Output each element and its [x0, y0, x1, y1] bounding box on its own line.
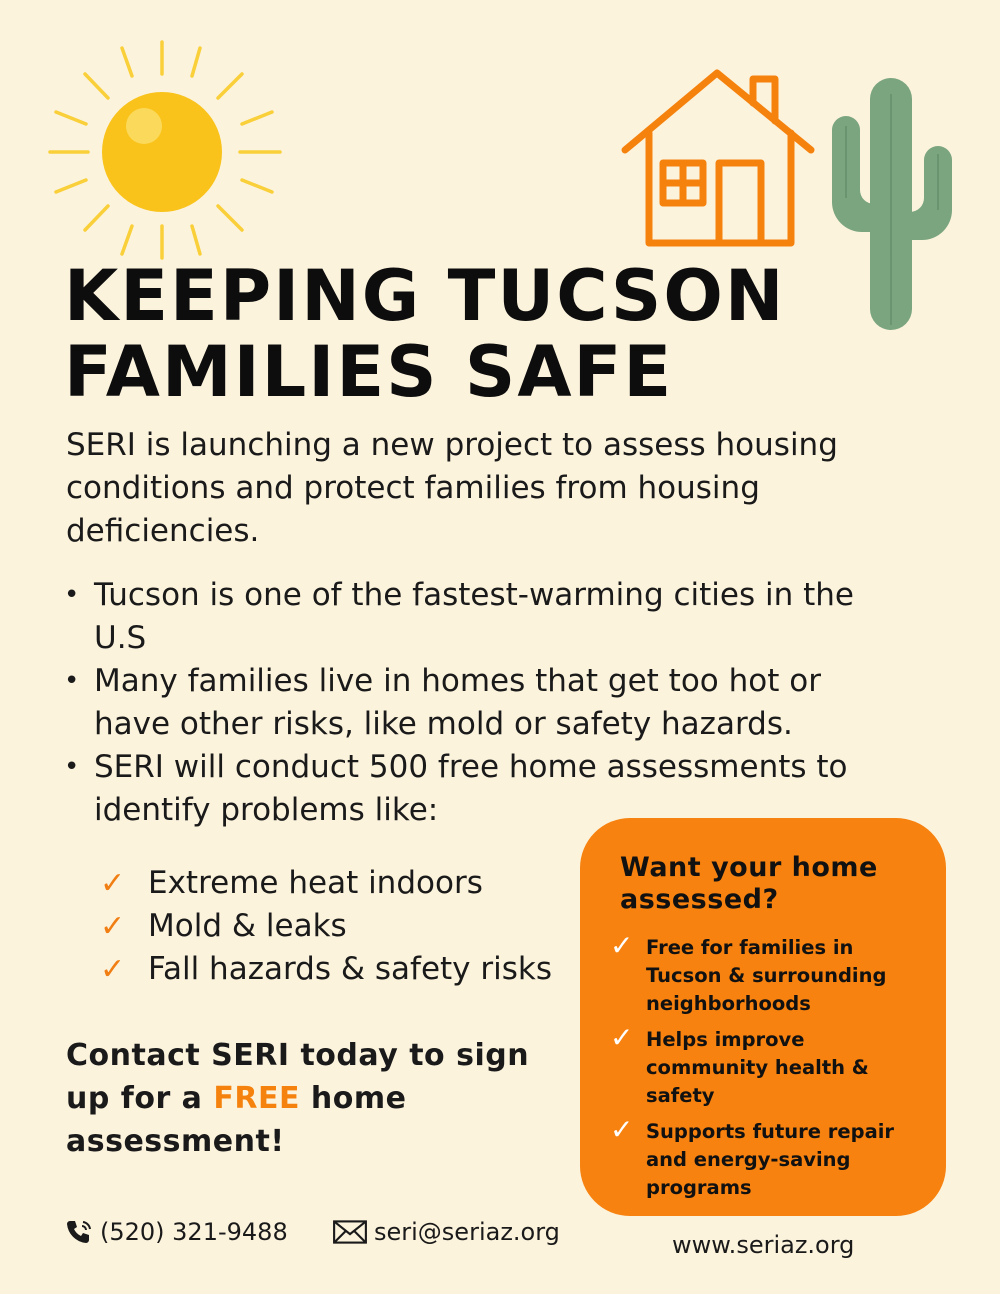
list-item: ✓ Extreme heat indoors — [100, 862, 580, 905]
panel-title: Want your home assessed? — [620, 852, 878, 915]
envelope-icon — [332, 1218, 368, 1246]
list-item: ✓ Supports future repair and energy-saving programs — [610, 1113, 895, 1199]
benefit-list — [610, 929, 930, 1210]
email-contact[interactable] — [332, 1216, 560, 1248]
checkmark-icon: ✓ — [100, 952, 126, 987]
website-link[interactable]: www.seriaz.org — [672, 1231, 855, 1259]
problem-checklist — [100, 862, 580, 991]
list-item: ✓ Helps improve community health & safety — [610, 1021, 869, 1107]
bullet-icon: • — [64, 580, 80, 610]
list-item: ✓ Free for families in Tucson & surrounding neighborhoods — [610, 929, 887, 1015]
page-title — [64, 255, 894, 413]
checkmark-icon: ✓ — [610, 929, 634, 962]
checkmark-icon: ✓ — [100, 866, 126, 901]
list-item: ✓ Mold & leaks — [100, 905, 580, 948]
list-item: ✓ Fall hazards & safety risks — [100, 948, 580, 991]
title-line-1: KEEPING TUCSON — [64, 255, 786, 337]
free-highlight: FREE — [213, 1081, 300, 1116]
bullet-icon: • — [64, 666, 80, 696]
checkmark-icon: ✓ — [100, 909, 126, 944]
title-line-2: FAMILIES SAFE — [64, 331, 674, 413]
phone-contact[interactable] — [64, 1216, 288, 1248]
phone-icon — [64, 1218, 94, 1246]
list-item: • Many families live in homes that get too hot or have other risks, like mold or safety hazards. — [62, 660, 892, 746]
bullet-icon: • — [64, 752, 80, 782]
email-address: seri@seriaz.org — [374, 1218, 560, 1246]
list-item: • SERI will conduct 500 free home assessments to identify problems like: — [62, 746, 892, 832]
sun-icon — [40, 40, 290, 260]
house-icon — [615, 65, 825, 250]
intro-paragraph: SERI is launching a new project to assess housing conditions and protect families from housing deficiencies. — [66, 427, 838, 549]
checkmark-icon: ✓ — [610, 1021, 634, 1054]
checkmark-icon: ✓ — [610, 1113, 634, 1146]
phone-number: (520) 321-9488 — [100, 1218, 288, 1246]
fact-list — [62, 574, 892, 832]
list-item: • Tucson is one of the fastest-warming cities in the U.S — [62, 574, 892, 660]
call-to-action: Contact SERI today to sign up for a FREE home assessment! — [66, 1038, 530, 1159]
